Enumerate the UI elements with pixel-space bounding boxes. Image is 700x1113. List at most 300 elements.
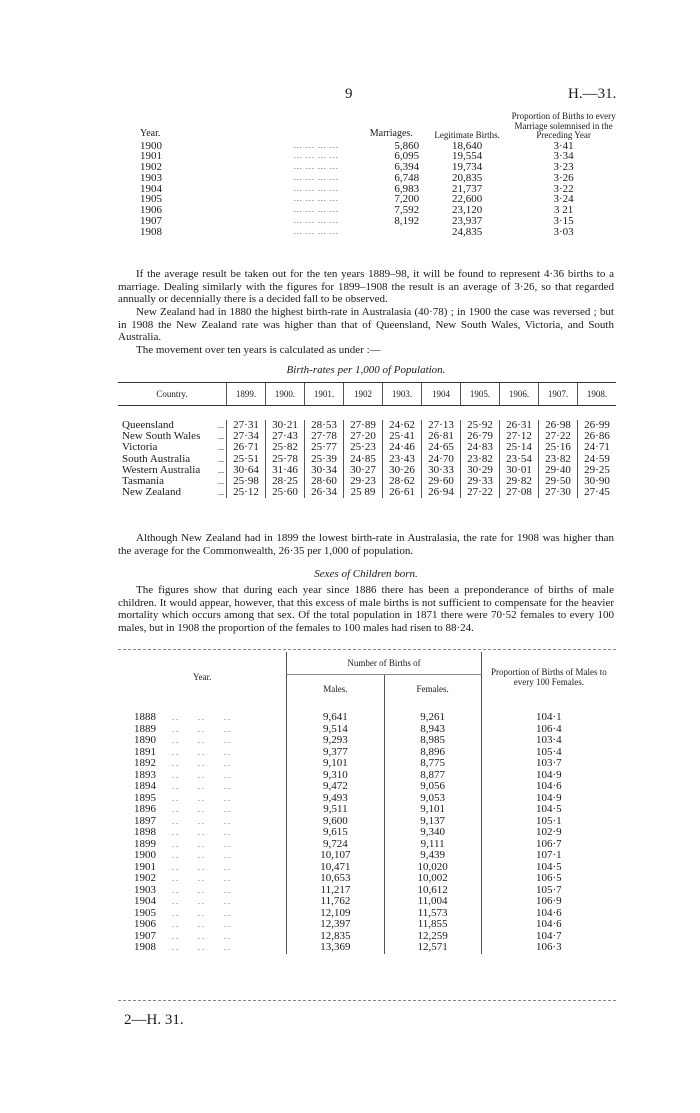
table-row <box>140 216 620 227</box>
proportion-cell: 103·4 <box>481 735 616 747</box>
rate-cell: 26·86 <box>578 431 617 442</box>
rate-cell: 25·78 <box>266 454 305 465</box>
leader-dots: . . . . . . <box>172 839 230 849</box>
rate-cell: 25·98 <box>227 476 266 487</box>
males-cell: 9,615 <box>287 827 384 839</box>
females-cell: 10,002 <box>384 873 481 885</box>
females-cell: 8,896 <box>384 747 481 759</box>
leader-dots: . . . . . . <box>172 713 230 722</box>
rate-cell: 26·31 <box>500 420 539 431</box>
table-row <box>140 151 620 162</box>
proportion-cell: 104·9 <box>481 793 616 805</box>
leader-dots: ... <box>218 465 224 475</box>
table-row <box>140 184 620 195</box>
marriages-cell: 6,095 <box>394 150 420 163</box>
country-cell <box>118 487 227 498</box>
leader-dots: . . . . . . <box>172 943 230 952</box>
males-cell: 11,217 <box>287 885 384 897</box>
rate-cell: 28·60 <box>305 476 344 487</box>
rate-cell: 30·29 <box>461 465 500 476</box>
country-name: Tasmania <box>122 475 164 488</box>
table-row <box>140 205 620 216</box>
paragraph-sexes: The figures show that during each year since 1886 there has been a preponderance of births of male children. It would appear, however, that this excess of male births is not sufficient to compensate for the heavier mortality which occurs among that sex. Of the total population in 1871 there were 70·52 females to every 100 males, but in 1908 the proportion of the females to 100 males had risen to 88·24. <box>118 584 614 634</box>
leader-dots: . . . . . . <box>172 897 230 906</box>
table-row <box>140 173 620 184</box>
rate-cell: 23·82 <box>539 454 578 465</box>
year-value: 1901 <box>134 860 156 873</box>
paragraph-average: If the average result be taken out for the ten years 1889–98, it will be found to represent 4·36 births to a marriage. Dealing similarly with the figures for 1899–1908 the result is an average of 3·26, so that regarded annually or decennially there is a decided fall to be observed. <box>118 268 614 306</box>
females-cell: 9,137 <box>384 816 481 828</box>
females-cell: 8,877 <box>384 770 481 782</box>
rate-cell: 24·70 <box>422 454 461 465</box>
females-cell: 11,573 <box>384 908 481 920</box>
year-value: 1900 <box>134 849 156 861</box>
rate-cell: 30·01 <box>500 465 539 476</box>
births-cell: 19,734 <box>452 161 483 174</box>
proportion-cell: 3·22 <box>553 182 574 195</box>
leader-dots: ... ... ... ... <box>293 172 339 182</box>
leader-dots: ... <box>218 443 224 453</box>
year-value: 1899 <box>134 837 156 850</box>
col-legitimate-births: Legitimate Births. <box>434 130 500 140</box>
table-row <box>118 487 616 498</box>
rate-cell: 27·30 <box>539 487 578 498</box>
males-cell: 12,835 <box>287 931 384 943</box>
males-cell: 9,514 <box>287 724 384 736</box>
births-cell: 24,835 <box>452 225 483 238</box>
rate-cell: 23·43 <box>383 454 422 465</box>
females-cell: 9,053 <box>384 793 481 805</box>
table-row <box>118 942 616 954</box>
rate-cell: 23·54 <box>500 454 539 465</box>
leader-dots: . . . . . . <box>172 736 230 745</box>
year-cell: 1908 <box>140 225 162 238</box>
col-females: Females. <box>384 675 481 702</box>
rate-cell: 25·92 <box>461 420 500 431</box>
proportion-cell: 102·9 <box>481 827 616 839</box>
page-number: 9 <box>345 86 353 102</box>
rate-cell: 26·79 <box>461 431 500 442</box>
rate-cell: 25·60 <box>266 487 305 498</box>
rate-cell: 27·89 <box>344 420 383 431</box>
col-year-1: 1900. <box>266 383 305 406</box>
rate-cell: 27·13 <box>422 420 461 431</box>
year-value: 1906 <box>134 918 156 930</box>
females-cell: 10,020 <box>384 862 481 874</box>
year-value: 1896 <box>134 803 156 815</box>
rate-cell: 30·21 <box>266 420 305 431</box>
females-cell: 12,571 <box>384 942 481 954</box>
births-cell: 21,737 <box>452 182 483 195</box>
page-signature: 2—H. 31. <box>124 1012 184 1028</box>
year-value: 1888 <box>134 711 156 723</box>
proportion-cell: 104·7 <box>481 931 616 943</box>
proportion-cell: 105·4 <box>481 747 616 759</box>
rate-cell: 27·45 <box>578 487 617 498</box>
proportion-cell: 105·1 <box>481 816 616 828</box>
leader-dots: ... <box>218 454 224 464</box>
leader-dots: . . . . . . <box>172 920 230 929</box>
table-top-rule <box>118 649 616 650</box>
rate-cell: 29·60 <box>422 476 461 487</box>
leader-dots: . . . . . . <box>172 828 230 837</box>
year-value: 1890 <box>134 734 156 746</box>
table-row <box>118 781 616 793</box>
leader-dots: ... <box>218 432 224 442</box>
year-value: 1894 <box>134 780 156 792</box>
rate-cell: 25·14 <box>500 442 539 453</box>
rate-cell: 29·50 <box>539 476 578 487</box>
rate-cell: 24·65 <box>422 442 461 453</box>
year-cell: 1905 <box>140 193 162 206</box>
proportion-cell: 104·5 <box>481 804 616 816</box>
col-country: Country. <box>118 383 227 406</box>
rate-cell: 31·46 <box>266 465 305 476</box>
paragraph-movement: The movement over ten years is calculated as under :— <box>136 344 381 356</box>
males-cell: 10,107 <box>287 850 384 862</box>
year-value: 1907 <box>134 929 156 942</box>
table-row <box>140 141 620 152</box>
col-year-0: 1899. <box>227 383 266 406</box>
leader-dots: . . . . . . <box>172 770 230 780</box>
rate-cell: 24·59 <box>578 454 617 465</box>
marriages-cell: 6,394 <box>394 161 420 174</box>
marriages-cell: 6,983 <box>394 182 420 195</box>
table-row <box>118 758 616 770</box>
rate-cell: 25·23 <box>344 442 383 453</box>
table-row <box>118 442 616 453</box>
proportion-cell: 3·15 <box>553 215 574 228</box>
leader-dots: . . . . . . <box>172 782 230 791</box>
year-cell <box>118 942 287 954</box>
females-cell: 9,439 <box>384 850 481 862</box>
females-cell: 11,855 <box>384 919 481 931</box>
col-proportion: Proportion of Births of Males to every 100 Females. <box>481 652 616 702</box>
year-value: 1891 <box>134 745 156 758</box>
year-cell: 1906 <box>140 204 162 217</box>
table-row <box>118 850 616 862</box>
females-cell: 10,612 <box>384 885 481 897</box>
rate-cell: 25·82 <box>266 442 305 453</box>
males-cell: 9,310 <box>287 770 384 782</box>
females-cell: 9,261 <box>384 712 481 724</box>
table-row <box>118 873 616 885</box>
leader-dots: ... ... ... ... <box>293 194 339 204</box>
rate-cell: 29·82 <box>500 476 539 487</box>
table-body <box>118 406 616 499</box>
table-row <box>140 227 620 238</box>
rate-cell: 26·98 <box>539 420 578 431</box>
leader-dots: . . . . . . <box>172 874 230 883</box>
year-value: 1902 <box>134 872 156 884</box>
year-value: 1889 <box>134 722 156 735</box>
males-cell: 9,101 <box>287 758 384 770</box>
year-value: 1892 <box>134 757 156 769</box>
col-males: Males. <box>287 675 384 702</box>
country-name: Queensland <box>122 419 174 431</box>
rate-cell: 27·31 <box>227 420 266 431</box>
proportion-cell: 104·6 <box>481 919 616 931</box>
marriages-cell: 8,192 <box>394 215 420 228</box>
table-row <box>118 896 616 908</box>
females-cell: 8,985 <box>384 735 481 747</box>
rate-cell: 23·82 <box>461 454 500 465</box>
proportion-cell: 106·3 <box>481 942 616 954</box>
country-name: New South Wales <box>122 430 201 443</box>
country-name: Victoria <box>122 441 158 454</box>
rate-cell: 30·34 <box>305 465 344 476</box>
col-year-5: 1904 <box>422 383 461 406</box>
proportion-cell: 3·23 <box>553 161 574 174</box>
year-cell: 1900 <box>140 139 162 152</box>
leader-dots: . . . . . . <box>172 885 230 895</box>
year-value: 1904 <box>134 895 156 907</box>
document-reference: H.—31. <box>568 86 617 102</box>
rate-cell: 30·26 <box>383 465 422 476</box>
col-year: Year. <box>192 672 212 682</box>
rate-cell: 29·40 <box>539 465 578 476</box>
col-year-3: 1902 <box>344 383 383 406</box>
leader-dots: . . . . . . <box>172 747 230 757</box>
birth-rates-table <box>118 382 616 498</box>
rate-cell: 26·34 <box>305 487 344 498</box>
rate-cell: 27·34 <box>227 431 266 442</box>
births-cell: 20,835 <box>452 171 483 184</box>
table-header-row <box>118 652 616 675</box>
table-row <box>118 735 616 747</box>
marriages-cell <box>355 227 427 238</box>
year-value: 1898 <box>134 826 156 838</box>
sexes-births-table <box>118 652 616 954</box>
males-cell: 9,293 <box>287 735 384 747</box>
marriages-cell: 5,860 <box>394 139 420 152</box>
females-cell: 8,943 <box>384 724 481 736</box>
males-cell: 9,600 <box>287 816 384 828</box>
proportion-cell: 3·03 <box>553 225 574 238</box>
year-cell: 1901 <box>140 150 162 163</box>
births-cell: 23,937 <box>452 215 483 228</box>
births-cell: 19,554 <box>452 150 483 163</box>
proportion-cell: 3·41 <box>553 139 574 152</box>
col-year-6: 1905. <box>461 383 500 406</box>
rate-cell: 24·46 <box>383 442 422 453</box>
marriages-births-table <box>140 112 620 238</box>
leader-dots: . . . . . . <box>172 724 230 734</box>
births-cell: 18,640 <box>452 139 483 152</box>
leader-dots: . . . . . . <box>172 862 230 872</box>
table-header-row <box>140 112 620 141</box>
country-name: South Australia <box>122 452 191 465</box>
marriages-cell: 7,592 <box>394 204 420 217</box>
table-row <box>118 712 616 724</box>
proportion-cell: 106·7 <box>481 839 616 851</box>
spacer-cell <box>118 406 616 421</box>
males-cell: 10,653 <box>287 873 384 885</box>
males-cell: 9,377 <box>287 747 384 759</box>
proportion-cell: 104·9 <box>481 770 616 782</box>
rate-cell: 27·20 <box>344 431 383 442</box>
leader-dots: ... <box>218 421 224 430</box>
proportion-cell: 107·1 <box>481 850 616 862</box>
table-bottom-rule <box>118 1000 616 1001</box>
leader-dots: ... ... ... ... <box>293 183 339 193</box>
rate-cell: 24·71 <box>578 442 617 453</box>
males-cell: 11,762 <box>287 896 384 908</box>
females-cell: 9,101 <box>384 804 481 816</box>
table-body <box>140 141 620 238</box>
rate-cell: 27·78 <box>305 431 344 442</box>
year-cell: 1904 <box>140 182 162 195</box>
proportion-cell: 104·6 <box>481 908 616 920</box>
leader-dots: ... <box>218 477 224 487</box>
proportion-cell: 105·7 <box>481 885 616 897</box>
males-cell: 10,471 <box>287 862 384 874</box>
rate-cell: 30·33 <box>422 465 461 476</box>
table-header-row <box>118 383 616 406</box>
leader-dots: . . . . . . <box>172 759 230 768</box>
proportion-cell: 106·9 <box>481 896 616 908</box>
proportion-cell: 3·26 <box>553 171 574 184</box>
rate-cell: 26·94 <box>422 487 461 498</box>
table-row <box>118 919 616 931</box>
males-cell: 12,109 <box>287 908 384 920</box>
rate-cell: 24·85 <box>344 454 383 465</box>
year-cell: 1903 <box>140 171 162 184</box>
leader-dots: ... ... ... ... <box>293 151 339 161</box>
leader-dots: ... ... ... ... <box>293 205 339 215</box>
year-value: 1897 <box>134 814 156 827</box>
rate-cell: 27·22 <box>461 487 500 498</box>
rate-cell: 26·81 <box>422 431 461 442</box>
rate-cell: 28·25 <box>266 476 305 487</box>
leader-dots: ... ... ... ... <box>293 216 339 226</box>
females-cell: 9,056 <box>384 781 481 793</box>
rate-cell: 28·53 <box>305 420 344 431</box>
table-body <box>118 702 616 954</box>
females-cell: 8,775 <box>384 758 481 770</box>
birth-rates-caption: Birth-rates per 1,000 of Population. <box>286 364 446 376</box>
births-cell: 23,120 <box>452 204 483 217</box>
rate-cell: 25·77 <box>305 442 344 453</box>
rate-cell: 24·62 <box>383 420 422 431</box>
males-cell: 9,641 <box>287 712 384 724</box>
year-value: 1895 <box>134 791 156 804</box>
rate-cell: 26·61 <box>383 487 422 498</box>
rate-cell: 25·16 <box>539 442 578 453</box>
year-cell: 1907 <box>140 215 162 228</box>
rate-cell: 29·25 <box>578 465 617 476</box>
col-number-of-births: Number of Births of <box>287 652 481 675</box>
females-cell: 9,111 <box>384 839 481 851</box>
leader-dots: ... ... ... ... <box>293 162 339 172</box>
rate-cell: 27·12 <box>500 431 539 442</box>
col-year-4: 1903. <box>383 383 422 406</box>
leader-dots: . . . . . . <box>172 931 230 941</box>
sexes-caption: Sexes of Children born. <box>314 568 418 580</box>
males-cell: 9,724 <box>287 839 384 851</box>
table-row <box>140 162 620 173</box>
spacer-row <box>118 406 616 421</box>
year-value: 1893 <box>134 768 156 781</box>
col-year: Year. <box>140 128 161 139</box>
proportion-cell: 3·34 <box>553 150 574 163</box>
rate-cell: 28·62 <box>383 476 422 487</box>
leader-dots: . . . . . . <box>172 805 230 814</box>
col-proportion: Proportion of Births to every Marriage solemnised in the Preceding Year <box>511 111 616 140</box>
rate-cell: 25 89 <box>344 487 383 498</box>
year-value: 1903 <box>134 883 156 896</box>
table-row <box>118 804 616 816</box>
rate-cell: 25·39 <box>305 454 344 465</box>
rate-cell: 26·99 <box>578 420 617 431</box>
rate-cell: 27·08 <box>500 487 539 498</box>
proportion-cell: 104·6 <box>481 781 616 793</box>
rate-cell: 24·83 <box>461 442 500 453</box>
rate-cell: 30·27 <box>344 465 383 476</box>
year-value: 1905 <box>134 906 156 919</box>
rate-cell: 25·51 <box>227 454 266 465</box>
rate-cell: 27·43 <box>266 431 305 442</box>
marriages-cell: 6,748 <box>394 171 420 184</box>
country-name: Western Australia <box>122 463 201 476</box>
rate-cell: 29·33 <box>461 476 500 487</box>
table-row <box>118 827 616 839</box>
year-value: 1908 <box>134 941 156 953</box>
rate-cell: 30·90 <box>578 476 617 487</box>
country-name: New Zealand <box>122 486 181 499</box>
females-cell: 9,340 <box>384 827 481 839</box>
leader-dots: . . . . . . <box>172 816 230 826</box>
paragraph-highest-rate: New Zealand had in 1880 the highest birth-rate in Australasia (40·78) ; in 1900 the case was reversed ; but in 1908 the New Zealand rate was higher than that of Queensland, New South Wales, Victoria, and South Australia. <box>118 306 614 344</box>
leader-dots: ... <box>218 488 224 498</box>
year-cell: 1902 <box>140 161 162 174</box>
rate-cell: 25·41 <box>383 431 422 442</box>
rate-cell: 27·22 <box>539 431 578 442</box>
females-cell: 11,004 <box>384 896 481 908</box>
males-cell: 9,472 <box>287 781 384 793</box>
col-year-9: 1908. <box>578 383 617 406</box>
proportion-cell: 103·7 <box>481 758 616 770</box>
births-cell: 22,600 <box>452 193 483 206</box>
col-marriages: Marriages. <box>369 128 413 139</box>
proportion-cell: 104·1 <box>481 712 616 724</box>
proportion-cell: 106·4 <box>481 724 616 736</box>
rate-cell: 30·64 <box>227 465 266 476</box>
proportion-cell: 3 21 <box>553 204 574 217</box>
males-cell: 9,493 <box>287 793 384 805</box>
leader-dots: ... ... ... ... <box>293 226 339 236</box>
rate-cell: 26·71 <box>227 442 266 453</box>
col-year-2: 1901. <box>305 383 344 406</box>
leader-dots: . . . . . . <box>172 908 230 918</box>
males-cell: 13,369 <box>287 942 384 954</box>
proportion-cell: 106·5 <box>481 873 616 885</box>
paragraph-lowest-rate: Although New Zealand had in 1899 the lowest birth-rate in Australasia, the rate for 1908 was higher than the average for the Commonwealth, 26·35 per 1,000 of population. <box>118 532 614 557</box>
leader-dots: . . . . . . <box>172 793 230 803</box>
proportion-cell: 3·24 <box>553 193 574 206</box>
rate-cell: 29·23 <box>344 476 383 487</box>
col-year-8: 1907. <box>539 383 578 406</box>
table-row <box>140 194 620 205</box>
leader-dots: . . . . . . <box>172 851 230 860</box>
males-cell: 12,397 <box>287 919 384 931</box>
proportion-cell: 104·5 <box>481 862 616 874</box>
marriages-cell: 7,200 <box>394 193 420 206</box>
females-cell: 12,259 <box>384 931 481 943</box>
leader-dots: ... ... ... ... <box>293 140 339 150</box>
rate-cell: 25·12 <box>227 487 266 498</box>
col-year-7: 1906. <box>500 383 539 406</box>
